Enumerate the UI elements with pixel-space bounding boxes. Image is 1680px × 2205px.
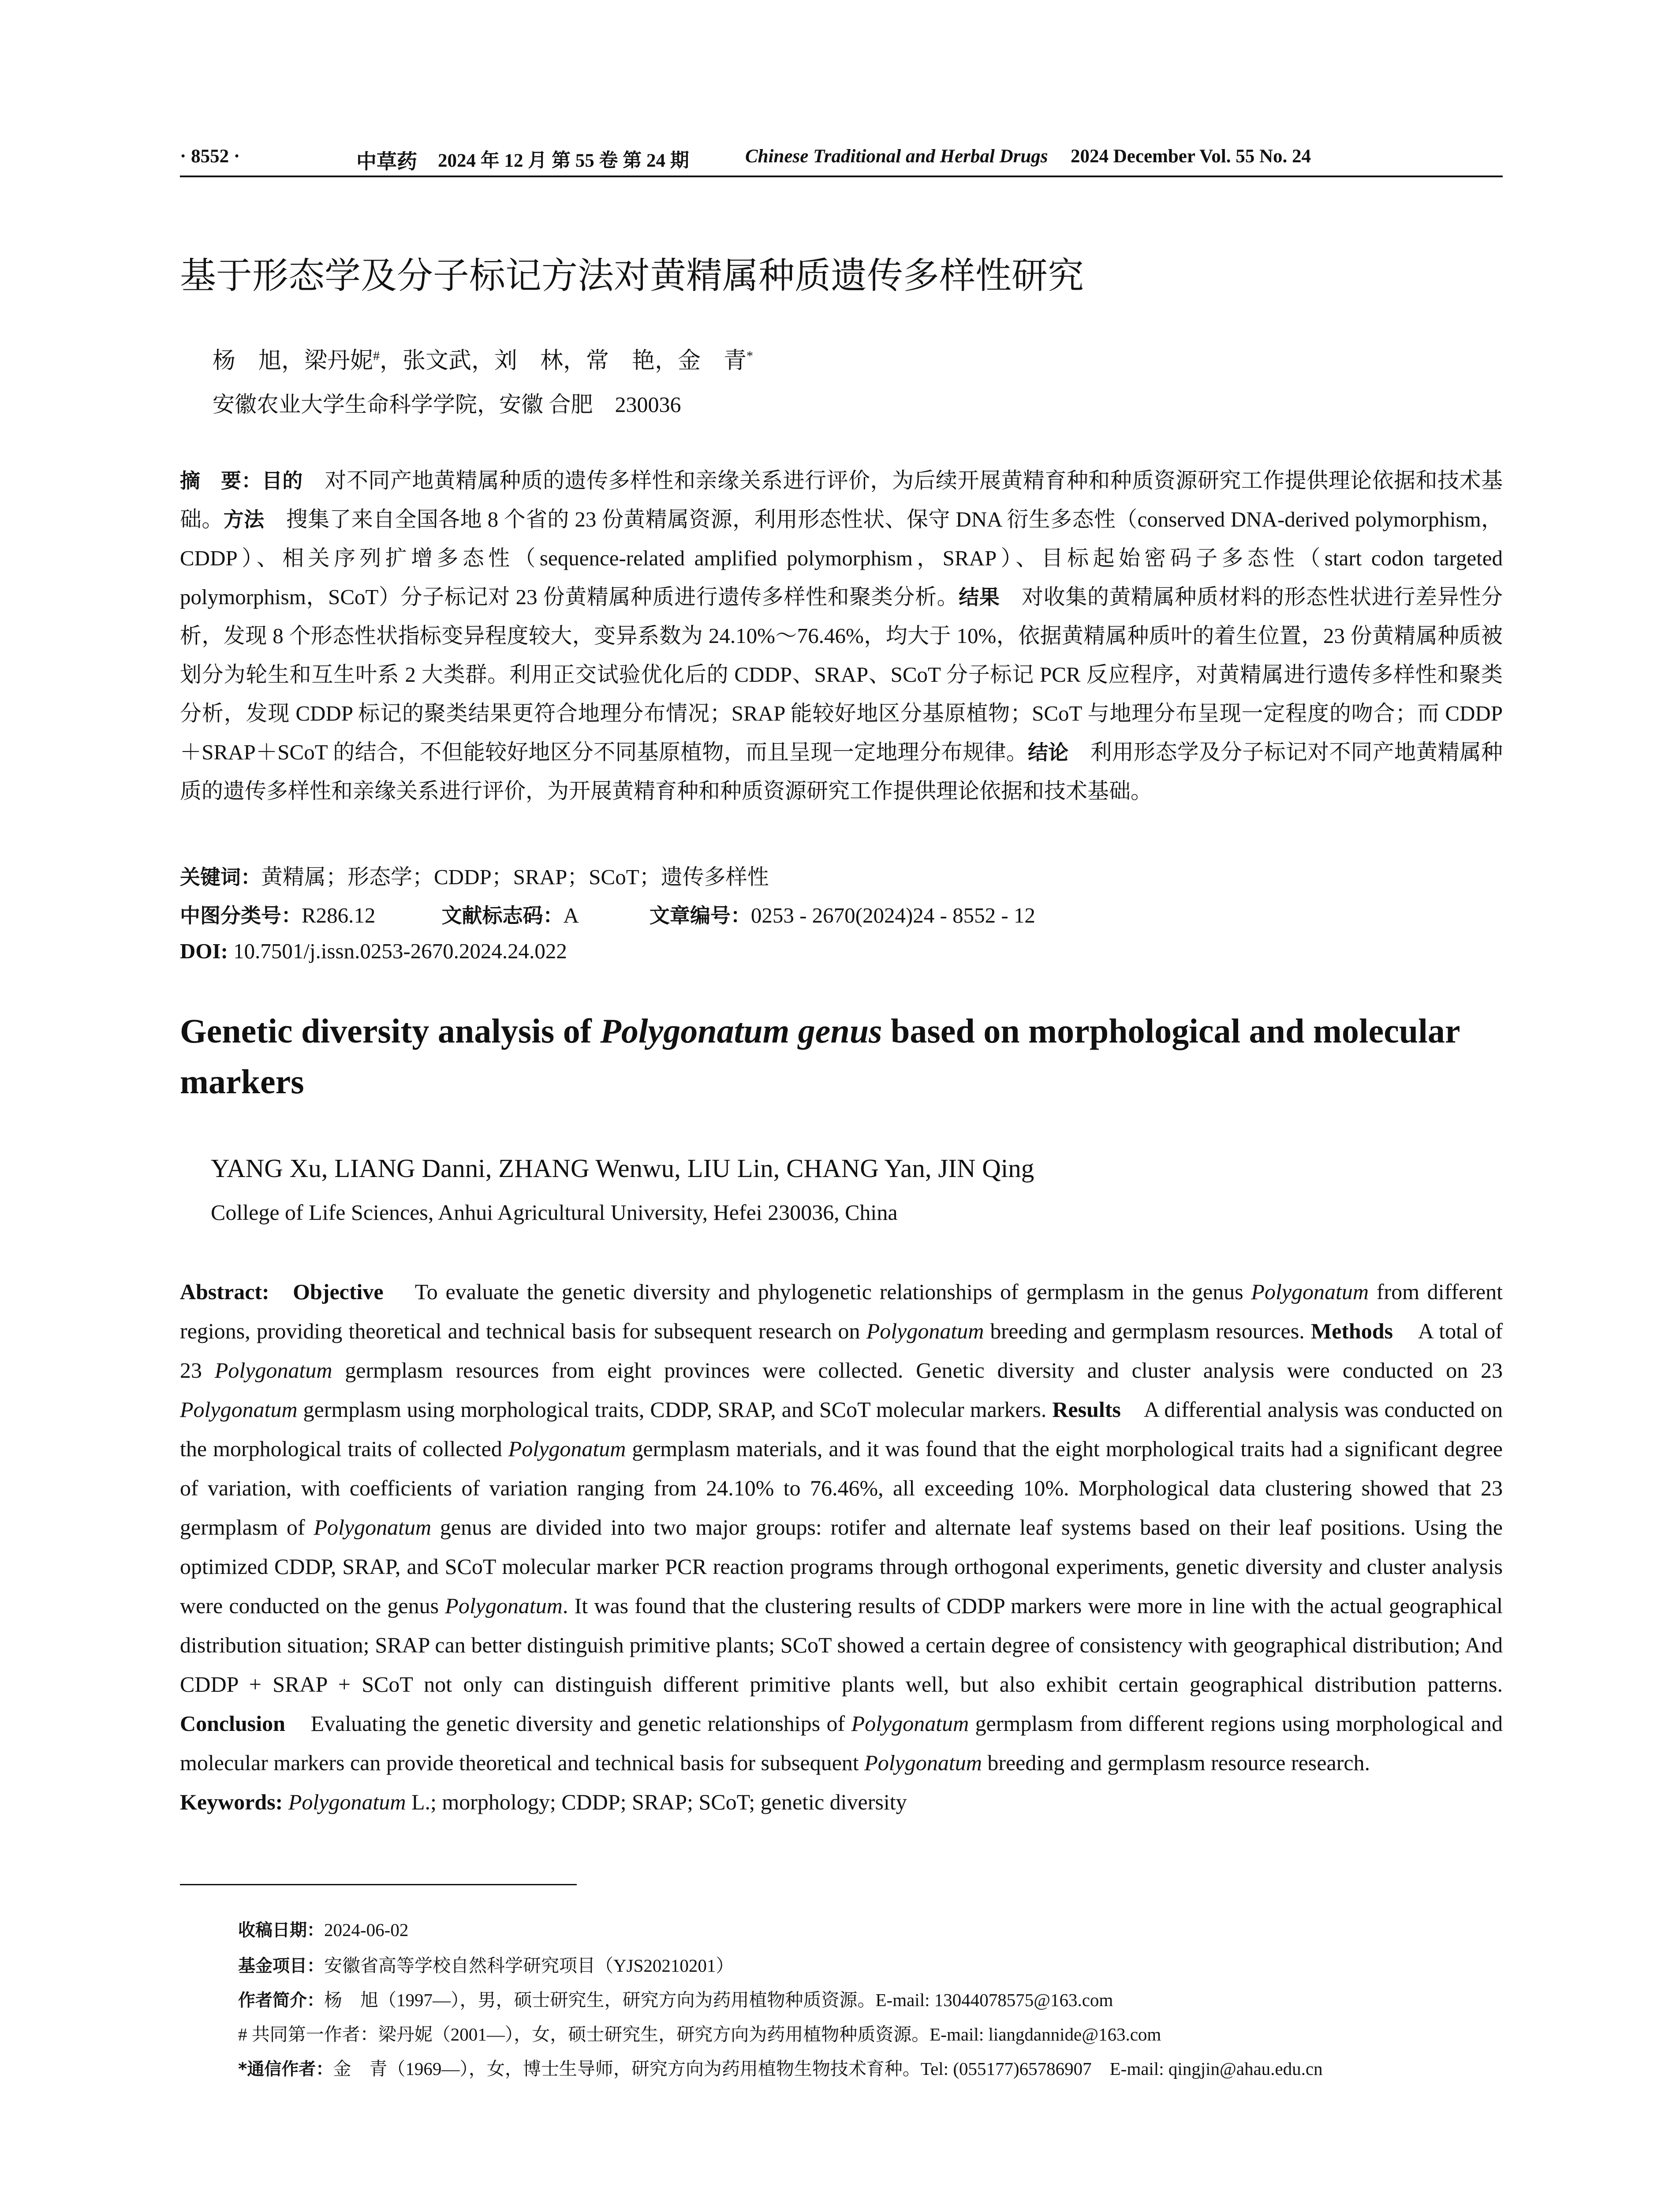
methods-text-en-2: germplasm resources from eight provinces were collected. Genetic diversity and cluster analysis were conducted on 23 [332,1358,1503,1383]
title-en-part1: Genetic diversity analysis of [180,1012,601,1050]
methods-text-cn: 搜集了来自全国各地 8 个省的 23 份黄精属资源，利用形态性状、保守 DNA 衍生多态性（conserved DNA-derived polymorphism，CDDP）、相关序列扩增多态性（sequence-related amplified polymorphism，SRAP）、目标起始密码子多态性（start codon targeted polymorphism，SCoT）分子标记对 23 份黄精属种质进行遗传多样性和聚类分析。 [180,507,1503,609]
results-text-en-4: . It was found that the clustering results of CDDP markers were more in line with the actual geographical distribution situation; SRAP can better distinguish primitive plants; SCoT showed a certain degree of consistency with geographical distribution; And CDDP + SRAP + SCoT not only can distinguish different primitive plants well, but also exhibit certain geographical distribution patterns. [180,1593,1503,1697]
results-text-en-2: germplasm materials, and it was found that the eight morphological traits had a significant degree of variation, with coefficients of variation ranging from 24.10% to 76.46%, all exceeding 10%. Morphological data clustering showed that 23 germplasm of [180,1436,1503,1540]
doc-code-value: A [563,903,579,927]
title-en-part2: based on morphological and molecular markers [180,1012,1460,1101]
author-bio-text: 杨 旭（1997—），男，硕士研究生，研究方向为药用植物种质资源。E-mail: 13044078575@163.com [324,1990,1113,2010]
keywords-cn [180,860,769,891]
abstract-cn [180,461,1503,811]
doi-label: DOI: [180,939,228,963]
corresponding-label: *通信作者： [238,2059,333,2079]
results-text-en: A differential analysis was conducted on the morphological traits of collected [180,1397,1503,1461]
issue-en: 2024 December Vol. 55 No. 24 [1071,146,1311,167]
objective-text-en: To evaluate the genetic diversity and phylogenetic relationships of germplasm in the genus [414,1279,1251,1304]
fund-text: 安徽省高等学校自然科学研究项目（YJS20210201） [324,1955,734,1976]
genus-italic: Polygonatum [314,1515,432,1540]
footnote-fund [238,1951,734,1977]
objective-label-en: Objective [293,1279,384,1304]
results-label-cn: 结果 [959,585,1000,609]
paper-title-cn: 基于形态学及分子标记方法对黄精属种质遗传多样性研究 [180,255,1084,297]
genus-italic: Polygonatum [851,1711,969,1736]
footnote-author [238,1985,1113,2011]
article-no-label: 文章编号： [649,904,751,927]
authors-cn-part2: ，张文武，刘 林，常 艳，金 青 [380,348,747,374]
affiliation-en: College of Life Sciences, Anhui Agricultural University, Hefei 230036, China [211,1200,898,1225]
paper-title-en [180,1005,1503,1107]
genus-italic: Polygonatum [508,1436,626,1461]
article-no-value: 0253 - 2670(2024)24 - 8552 - 12 [750,903,1035,927]
conclusion-text-cn: 利用形态学及分子标记对不同产地黄精属种质的遗传多样性和亲缘关系进行评价，为开展黄精育种和种质资源研究工作提供理论依据和技术基础。 [180,740,1503,803]
fund-label: 基金项目： [238,1956,325,1976]
clc-label: 中图分类号： [180,904,302,927]
genus-italic: Polygonatum [1251,1279,1369,1304]
classification-line [180,900,1035,929]
abstract-en [180,1272,1503,1822]
authors-en: YANG Xu, LIANG Danni, ZHANG Wenwu, LIU Lin, CHANG Yan, JIN Qing [211,1154,1034,1183]
methods-text-en-3: germplasm using morphological traits, CDDP, SRAP, and SCoT molecular markers. [297,1397,1053,1422]
abstract-label-en: Abstract: [180,1279,269,1304]
genus-italic: Polygonatum [180,1397,298,1422]
cofirst-mark: # [373,348,380,363]
authors-cn-part1: 杨 旭，梁丹妮 [213,348,373,374]
conclusion-text-en-3: breeding and germplasm resource research. [982,1750,1370,1775]
conclusion-label-cn: 结论 [1027,740,1069,764]
issue-cn: 2024 年 12 月 第 55 卷 第 24 期 [438,150,689,171]
header-rule [180,176,1503,177]
methods-text-en: A total of 23 [180,1319,1503,1383]
doc-code-label: 文献标志码： [441,904,564,927]
keywords-label-cn: 关键词： [180,865,261,889]
running-header [180,146,1503,172]
title-en-italic: Polygonatum genus [600,1012,882,1050]
conclusion-text-en-2: germplasm from different regions using morphological and molecular markers can provide theoretical and technical basis for subsequent [180,1711,1503,1775]
results-text-en-3: genus are divided into two major groups: rotifer and alternate leaf systems based on their leaf positions. Using the optimized CDDP, SRAP, and SCoT molecular marker PCR reaction programs through orthogonal experiments, genetic diversity and cluster analysis were conducted on the genus [180,1515,1503,1618]
doi-value: 10.7501/j.issn.0253-2670.2024.24.022 [228,939,567,963]
keywords-text-cn: 黄精属；形态学；CDDP；SRAP；SCoT；遗传多样性 [261,865,769,889]
corresponding-text: 金 青（1969—），女，博士生导师，研究方向为药用植物生物技术育种。Tel: (055177)65786907 E-mail: qingjin@ahau.edu.cn [333,2059,1323,2079]
keywords-label-en: Keywords: [180,1790,283,1814]
results-text-cn: 对收集的黄精属种质材料的形态性状进行差异性分析，发现 8 个形态性状指标变异程度较大，变异系数为 24.10%～76.46%，均大于 10%，依据黄精属种质叶的着生位置，23 份黄精属种质被划分为轮生和互生叶系 2 大类群。利用正交试验优化后的 CDDP、SRAP、SCoT 分子标记 PCR 反应程序，对黄精属进行遗传多样性和聚类分析，发现 CDDP 标记的聚类结果更符合地理分布情况；SRAP 能较好地区分基原植物；SCoT 与地理分布呈现一定程度的吻合；而 CDDP＋SRAP＋SCoT 的结合，不但能较好地区分不同基原植物，而且呈现一定地理分布规律。 [180,585,1503,764]
footnote-received [238,1917,408,1941]
page-number: · 8552 · [180,146,240,167]
objective-text-en-3: breeding and germplasm resources. [984,1319,1311,1343]
corresponding-mark: * [747,348,754,363]
keywords-italic-en: Polygonatum [288,1790,406,1814]
received-label: 收稿日期： [238,1921,325,1940]
journal-name-cn: 中草药 [356,149,417,173]
genus-italic: Polygonatum [445,1593,563,1618]
author-bio-label: 作者简介： [238,1991,325,2011]
conclusion-text-en: Evaluating the genetic diversity and genetic relationships of [310,1711,851,1736]
genus-italic: Polygonatum [214,1358,332,1383]
conclusion-label-en: Conclusion [180,1711,285,1736]
results-label-en: Results [1052,1397,1121,1422]
journal-name-en: Chinese Traditional and Herbal Drugs [745,146,1048,167]
objective-label-cn: 目的 [261,469,303,493]
doi-line [180,938,567,964]
footnote-rule [180,1884,577,1885]
objective-text-en-2: from different regions, providing theoretical and technical basis for subsequent research on [180,1279,1503,1343]
genus-italic: Polygonatum [866,1319,984,1343]
methods-label-cn: 方法 [223,508,265,531]
methods-label-en: Methods [1310,1319,1393,1343]
received-date: 2024-06-02 [324,1920,409,1940]
footnote-cofirst: # 共同第一作者：梁丹妮（2001—），女，硕士研究生，研究方向为药用植物种质资源。E-mail: liangdannide@163.com [238,2024,1161,2044]
footnote-corresponding [238,2054,1323,2080]
objective-text-cn: 对不同产地黄精属种质的遗传多样性和亲缘关系进行评价，为后续开展黄精育种和种质资源研究工作提供理论依据和技术基础。 [180,468,1503,531]
clc-value: R286.12 [302,903,376,927]
authors-cn [213,342,753,375]
abstract-label-cn: 摘 要： [180,469,262,493]
genus-italic: Polygonatum [864,1750,982,1775]
keywords-text-en: L.; morphology; CDDP; SRAP; SCoT; genetic diversity [406,1790,907,1814]
affiliation-cn: 安徽农业大学生命科学学院，安徽 合肥 230036 [213,392,681,417]
